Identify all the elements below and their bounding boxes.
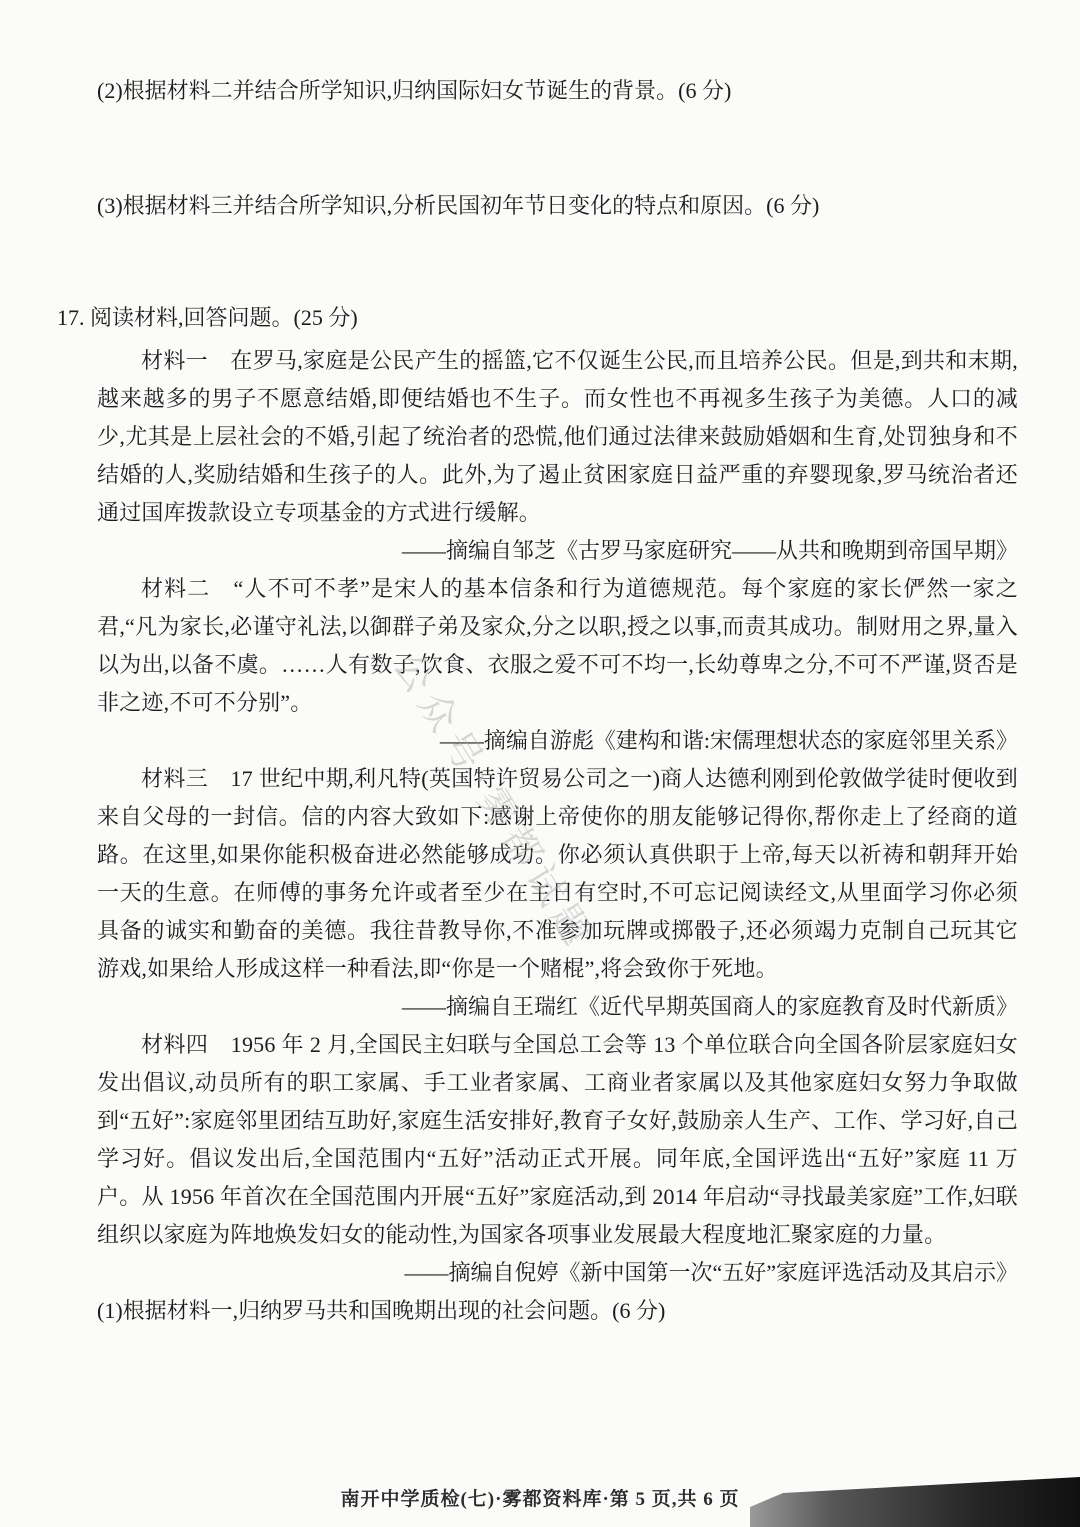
question-1: (1)根据材料一,归纳罗马共和国晚期出现的社会问题。(6 分) <box>97 1298 666 1323</box>
material-4 <box>97 1026 1018 1292</box>
question-17-header: 17. 阅读材料,回答问题。(25 分) <box>57 305 358 330</box>
material-3-source: ——摘编自王瑞红《近代早期英国商人的家庭教育及时代新质》 <box>401 994 1018 1019</box>
material-2 <box>97 570 1018 760</box>
material-3-text: 材料三 17 世纪中期,利凡特(英国特许贸易公司之一)商人达德利刚到伦敦做学徒时便收到来自父母的一封信。信的内容大致如下:感谢上帝使你的朋友能够记得你,帮你走上了经商的道路。在这里,如果你能积极奋进必然能够成功。你必须认真供职于上帝,每天以祈祷和朝拜开始一天的生意。在师傅的事务允许或者至少在主日有空时,不可忘记阅读经文,从里面学习你必须具备的诚实和勤奋的美德。我往昔教导你,不准参加玩牌或掷骰子,还必须竭力克制自己玩其它游戏,如果给人形成这样一种看法,即“你是一个赌棍”,将会致你于死地。 <box>97 766 1018 981</box>
material-3 <box>97 760 1018 1026</box>
material-1 <box>97 342 1018 570</box>
material-4-source: ——摘编自倪婷《新中国第一次“五好”家庭评选活动及其启示》 <box>404 1260 1018 1285</box>
material-1-source: ——摘编自邹芝《古罗马家庭研究——从共和晚期到帝国早期》 <box>401 538 1018 563</box>
watermark: 公众号·雾都试题 <box>385 645 603 959</box>
question-3: (3)根据材料三并结合所学知识,分析民国初年节日变化的特点和原因。(6 分) <box>97 193 820 218</box>
material-2-text: 材料二 “人不可不孝”是宋人的基本信条和行为道德规范。每个家庭的家长俨然一家之君,“凡为家长,必谨守礼法,以御群子弟及家众,分之以职,授之以事,而责其成功。制财用之界,量入以为出,以备不虞。……人有数子,饮食、衣服之爱不可不均一,长幼尊卑之分,不可不严谨,贤否是非之迹,不可不分别”。 <box>97 576 1018 715</box>
material-2-source: ——摘编自游彪《建构和谐:宋儒理想状态的家庭邻里关系》 <box>439 728 1018 753</box>
exam-page-content <box>57 72 1018 1330</box>
question-2: (2)根据材料二并结合所学知识,归纳国际妇女节诞生的背景。(6 分) <box>97 78 732 103</box>
page-footer: 南开中学质检(七)·雾都资料库·第 5 页,共 6 页 <box>340 1489 740 1510</box>
material-4-text: 材料四 1956 年 2 月,全国民主妇联与全国总工会等 13 个单位联合向全国各阶层家庭妇女发出倡议,动员所有的职工家属、手工业者家属、工商业者家属以及其他家庭妇女努力争取做到“五好”:家庭邻里团结互助好,家庭生活安排好,教育子女好,鼓励亲人生产、工作、学习好,自己学习好。倡议发出后,全国范围内“五好”活动正式开展。同年底,全国评选出“五好”家庭 11 万户。从 1956 年首次在全国范围内开展“五好”家庭活动,到 2014 年启动“寻找最美家庭”工作,妇联组织以家庭为阵地焕发妇女的能动性,为国家各项事业发展最大程度地汇聚家庭的力量。 <box>97 1032 1018 1247</box>
material-1-text: 材料一 在罗马,家庭是公民产生的摇篮,它不仅诞生公民,而且培养公民。但是,到共和末期,越来越多的男子不愿意结婚,即便结婚也不生子。而女性也不再视多生孩子为美德。人口的减少,尤其是上层社会的不婚,引起了统治者的恐慌,他们通过法律来鼓励婚姻和生育,处罚独身和不结婚的人,奖励结婚和生孩子的人。此外,为了遏止贫困家庭日益严重的弃婴现象,罗马统治者还通过国库拨款设立专项基金的方式进行缓解。 <box>97 348 1018 525</box>
